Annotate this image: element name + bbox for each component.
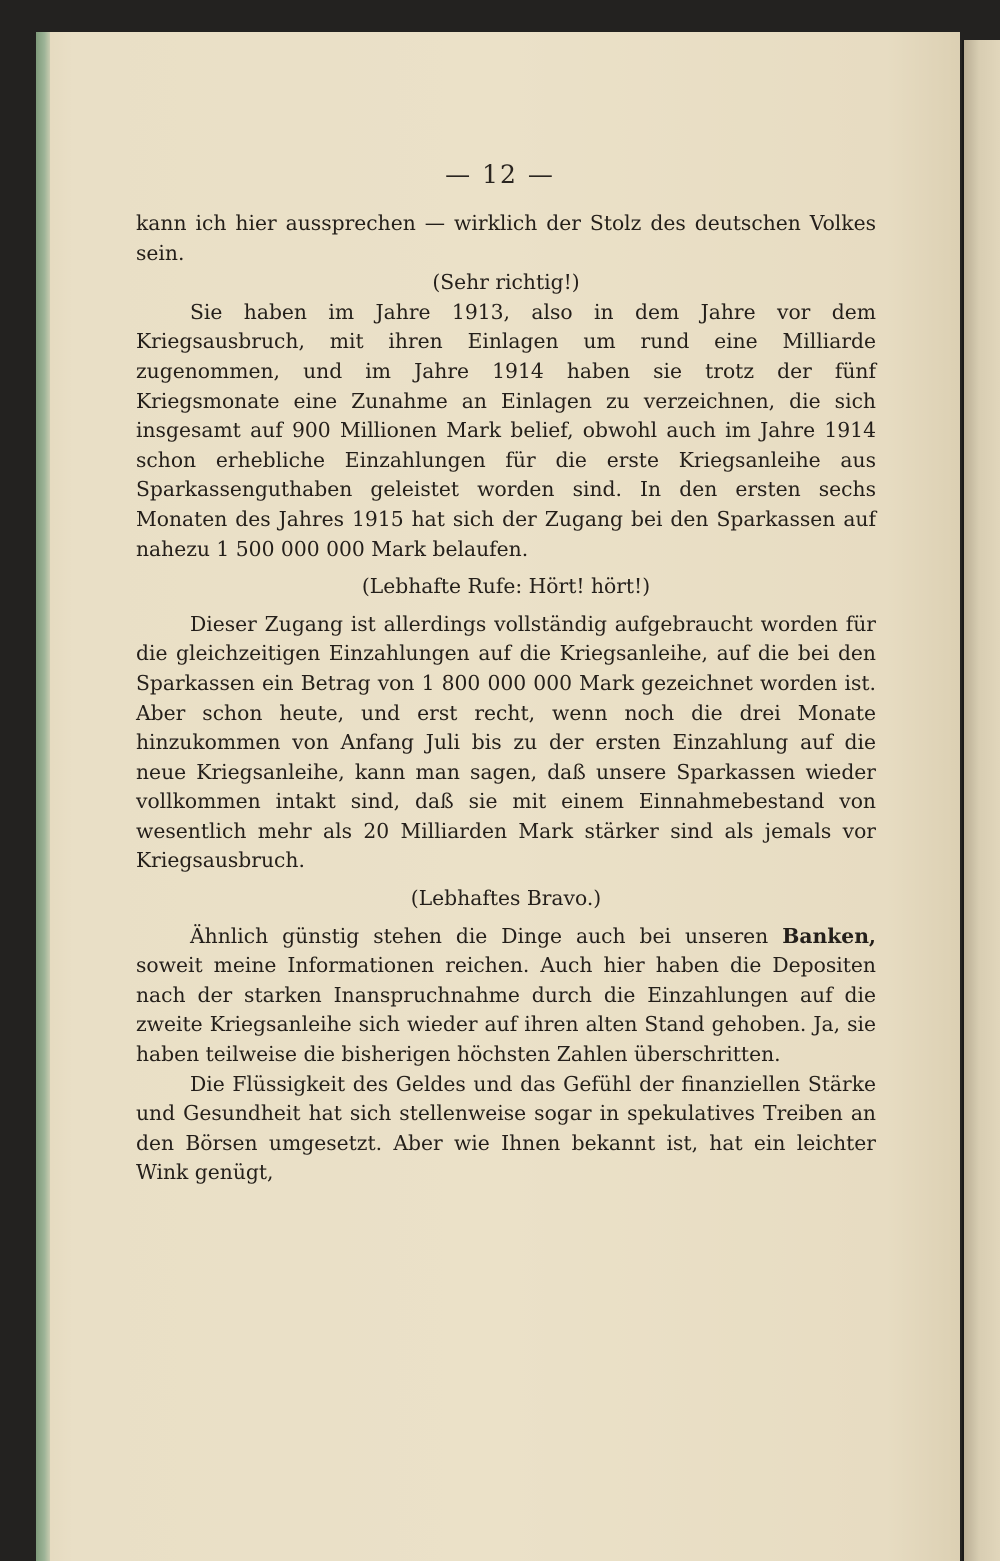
page-number: — 12 — — [445, 160, 555, 189]
paragraph-banks — [136, 922, 876, 1070]
paragraph: Sie haben im Jahre 1913, also in dem Jahre vor dem Kriegsausbruch, mit ihren Einlagen um rund eine Milliarde zugenommen, und im Jahre 1914 haben sie trotz der fünf Kriegsmonate eine Zunahme an Einlagen zu verzeichnen, die sich insgesamt auf 900 Millionen Mark belief, obwohl auch im Jahre 1914 schon erhebliche Einzahlungen für die erste Kriegsanleihe aus Sparkassenguthaben geleistet worden sind. In den ersten sechs Monaten des Jahres 1915 hat sich der Zugang bei den Sparkassen auf nahezu 1 500 000 000 Mark belaufen. — [136, 299, 876, 561]
paragraph: Die Flüssigkeit des Geldes und das Gefühl der finanziellen Stärke und Gesundheit hat sich stellenweise sogar in spekulatives Treiben an den Börsen umgesetzt. Aber wie Ihnen bekannt ist, hat ein leichter Wink genügt, — [136, 1071, 876, 1185]
paragraph-text: soweit meine Informationen reichen. Auch hier haben die Depositen nach der starken Inanspruchnahme durch die Einzahlungen auf die zweite Kriegsanleihe sich wieder auf ihren alten Stand gehoben. Ja, sie haben teilweise die bisherigen höchsten Zahlen überschritten. — [136, 953, 876, 1067]
page-binding-edge — [36, 32, 50, 1561]
paragraph-text: Ähnlich günstig stehen die Dinge auch bei unseren — [190, 923, 783, 948]
interjection: (Lebhaftes Bravo.) — [410, 886, 602, 911]
interjection: (Lebhafte Rufe: Hört! hört!) — [361, 574, 651, 599]
emphasized-term: Banken, — [782, 923, 876, 948]
body-text — [136, 209, 876, 1188]
adjacent-page-edge — [962, 40, 1000, 1561]
interjection: (Sehr richtig!) — [432, 270, 580, 295]
paragraph: Dieser Zugang ist allerdings vollständig aufgebraucht worden für die gleichzeitigen Einzahlungen auf die Kriegsanleihe, auf die bei den Sparkassen ein Betrag von 1 800 000 000 Mark gezeichnet worden ist. Aber schon heute, und erst recht, wenn noch die drei Monate hinzukommen von Anfang Juli bis zu der ersten Einzahlung auf die neue Kriegsanleihe, kann man sagen, daß unsere Sparkassen wieder vollkommen intakt sind, daß sie mit einem Einnahmebestand von wesentlich mehr als 20 Milliarden Mark stärker sind als jemals vor Kriegsausbruch. — [136, 611, 876, 873]
paragraph: kann ich hier aussprechen — wirklich der Stolz des deutschen Volkes sein. — [136, 211, 876, 265]
